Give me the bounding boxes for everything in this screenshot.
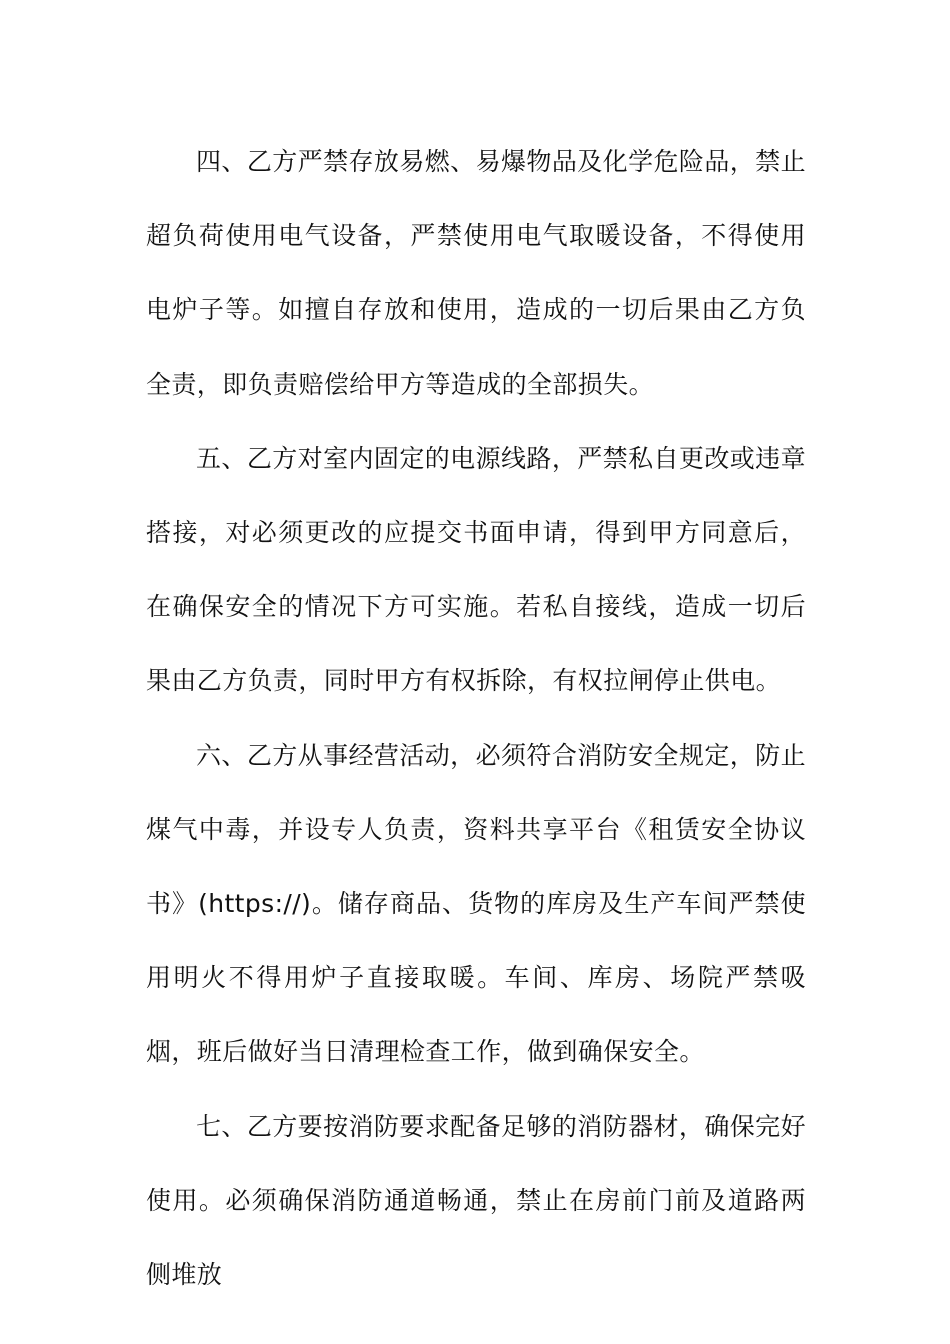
paragraph-5: 五、乙方对室内固定的电源线路，严禁私自更改或违章搭接，对必须更改的应提交书面申请，得到甲方同意后，在确保安全的情况下方可实施。若私自接线，造成一切后果由乙方负责，同时甲方有权拆除，有权拉闸停止供电。	[146, 443, 806, 696]
document-body	[146, 125, 806, 1312]
paragraph-7: 七、乙方要按消防要求配备足够的消防器材，确保完好使用。必须确保消防通道畅通，禁止在房前门前及道路两侧堆放	[146, 1111, 806, 1290]
paragraph-4: 四、乙方严禁存放易燃、易爆物品及化学危险品，禁止超负荷使用电气设备，严禁使用电气取暖设备，不得使用电炉子等。如擅自存放和使用，造成的一切后果由乙方负全责，即负责赔偿给甲方等造成的全部损失。	[146, 147, 806, 399]
paragraph-6: 六、乙方从事经营活动，必须符合消防安全规定，防止煤气中毒，并设专人负责，资料共享平台《租赁安全协议书》(https://)。储存商品、货物的库房及生产车间严禁使用明火不得用炉子直接取暖。车间、库房、场院严禁吸烟，班后做好当日清理检查工作，做到确保安全。	[146, 740, 806, 1067]
